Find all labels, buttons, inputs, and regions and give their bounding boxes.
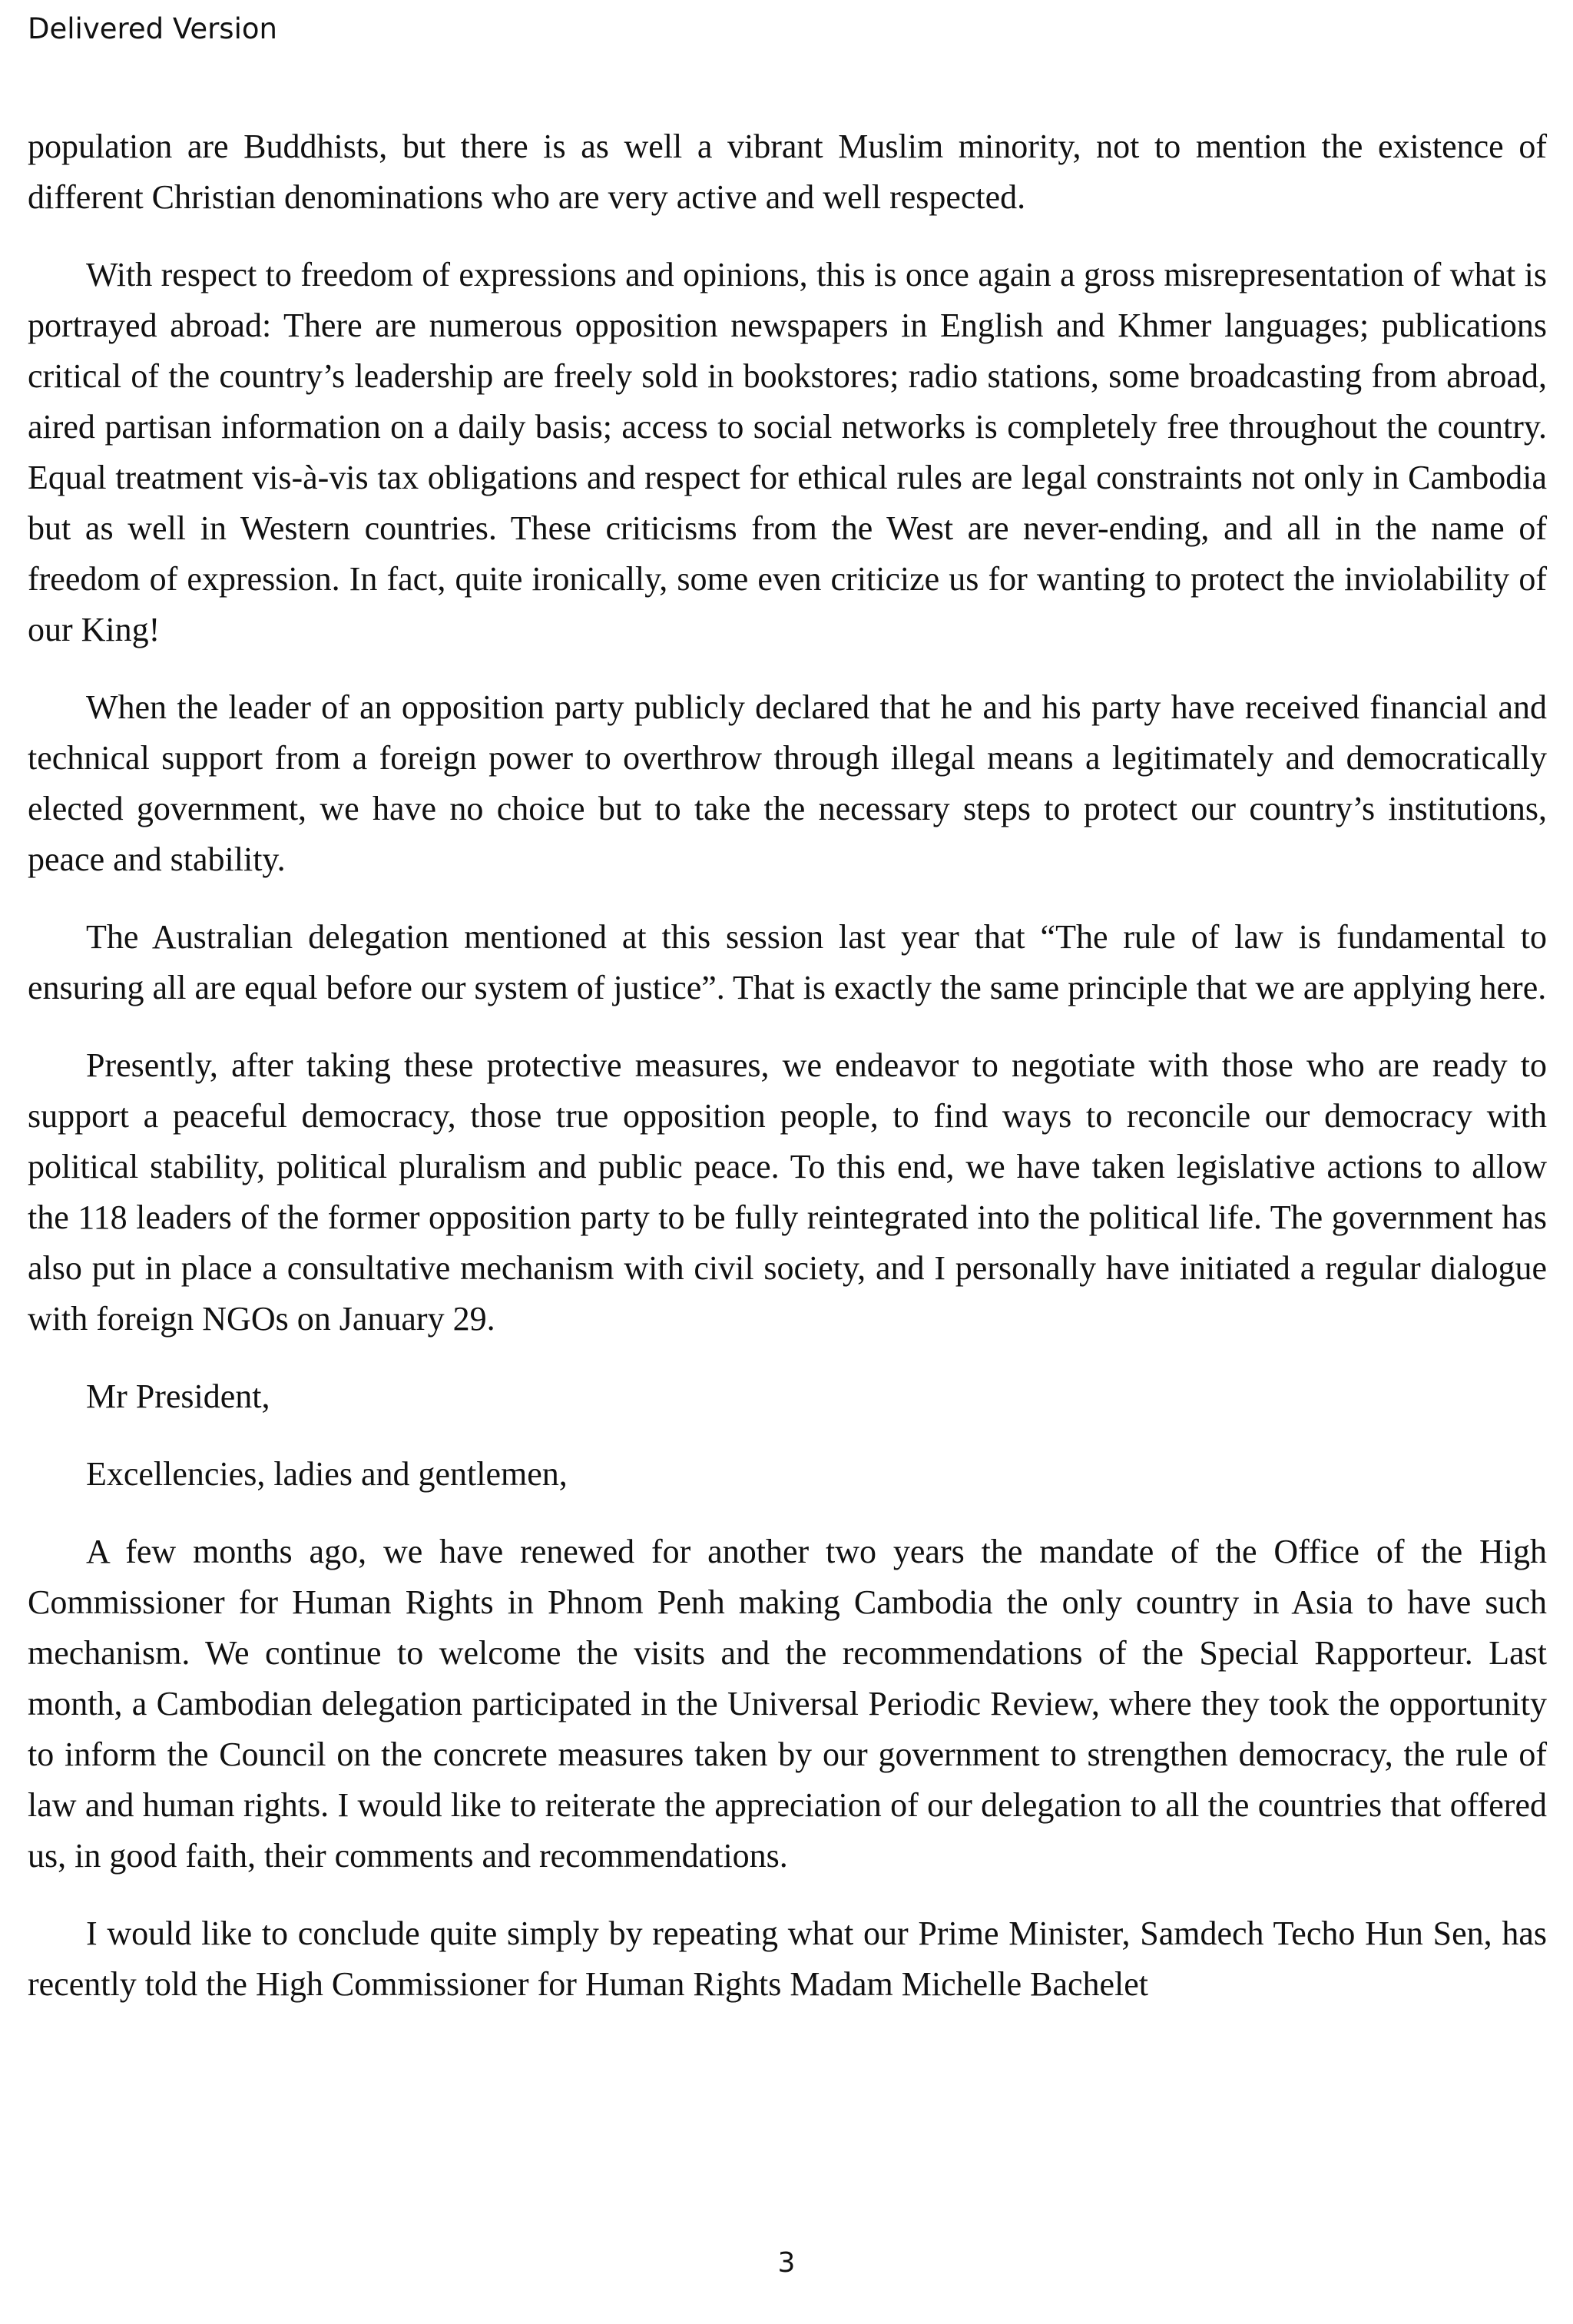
paragraph: The Australian delegation mentioned at this session last year that “The rule of law is fundamental to ensuring all are equal before our system of justice”. That is exactly the same principle that we are applying here. (28, 918, 1547, 1006)
paragraph: I would like to conclude quite simply by repeating what our Prime Minister, Samdech Techo Hun Sen, has recently told the High Commissioner for Human Rights Madam Michelle Bachelet (28, 1915, 1547, 2003)
paragraph: With respect to freedom of expressions and opinions, this is once again a gross misrepresentation of what is portrayed abroad: There are numerous opposition newspapers in English and Khmer languages; publications critical of the country’s leadership are freely sold in bookstores; radio stations, some broadcasting from abroad, aired partisan information on a daily basis; access to social networks is completely free throughout the country. Equal treatment vis-à-vis tax obligations and respect for ethical rules are legal constraints not only in Cambodia but as well in Western countries. These criticisms from the West are never-ending, and all in the name of freedom of expression. In fact, quite ironically, some even criticize us for wanting to protect the inviolability of our King! (28, 256, 1547, 648)
document-body (28, 121, 1547, 2037)
paragraph: population are Buddhists, but there is as well a vibrant Muslim minority, not to mention the existence of different Christian denominations who are very active and well respected. (28, 128, 1547, 216)
salutation: Mr President, (86, 1377, 270, 1415)
page-number: 3 (777, 2247, 796, 2279)
paragraph: Presently, after taking these protective measures, we endeavor to negotiate with those who are ready to support a peaceful democracy, those true opposition people, to find ways to reconcile our democracy with political stability, political pluralism and public peace. To this end, we have taken legislative actions to allow the 118 leaders of the former opposition party to be fully reintegrated into the political life. The government has also put in place a consultative mechanism with civil society, and I personally have initiated a regular dialogue with foreign NGOs on January 29. (28, 1046, 1547, 1338)
salutation: Excellencies, ladies and gentlemen, (86, 1455, 568, 1493)
paragraph: When the leader of an opposition party publicly declared that he and his party have received financial and technical support from a foreign power to overthrow through illegal means a legitimately and democratically elected government, we have no choice but to take the necessary steps to protect our country’s institutions, peace and stability. (28, 688, 1547, 878)
document-header: Delivered Version (28, 12, 277, 45)
paragraph: A few months ago, we have renewed for another two years the mandate of the Office of the High Commissioner for Human Rights in Phnom Penh making Cambodia the only country in Asia to have such mechanism. We continue to welcome the visits and the recommendations of the Special Rapporteur. Last month, a Cambodian delegation participated in the Universal Periodic Review, where they took the opportunity to inform the Council on the concrete measures taken by our government to strengthen democracy, the rule of law and human rights. I would like to reiterate the appreciation of our delegation to all the countries that offered us, in good faith, their comments and recommendations. (28, 1533, 1547, 1875)
